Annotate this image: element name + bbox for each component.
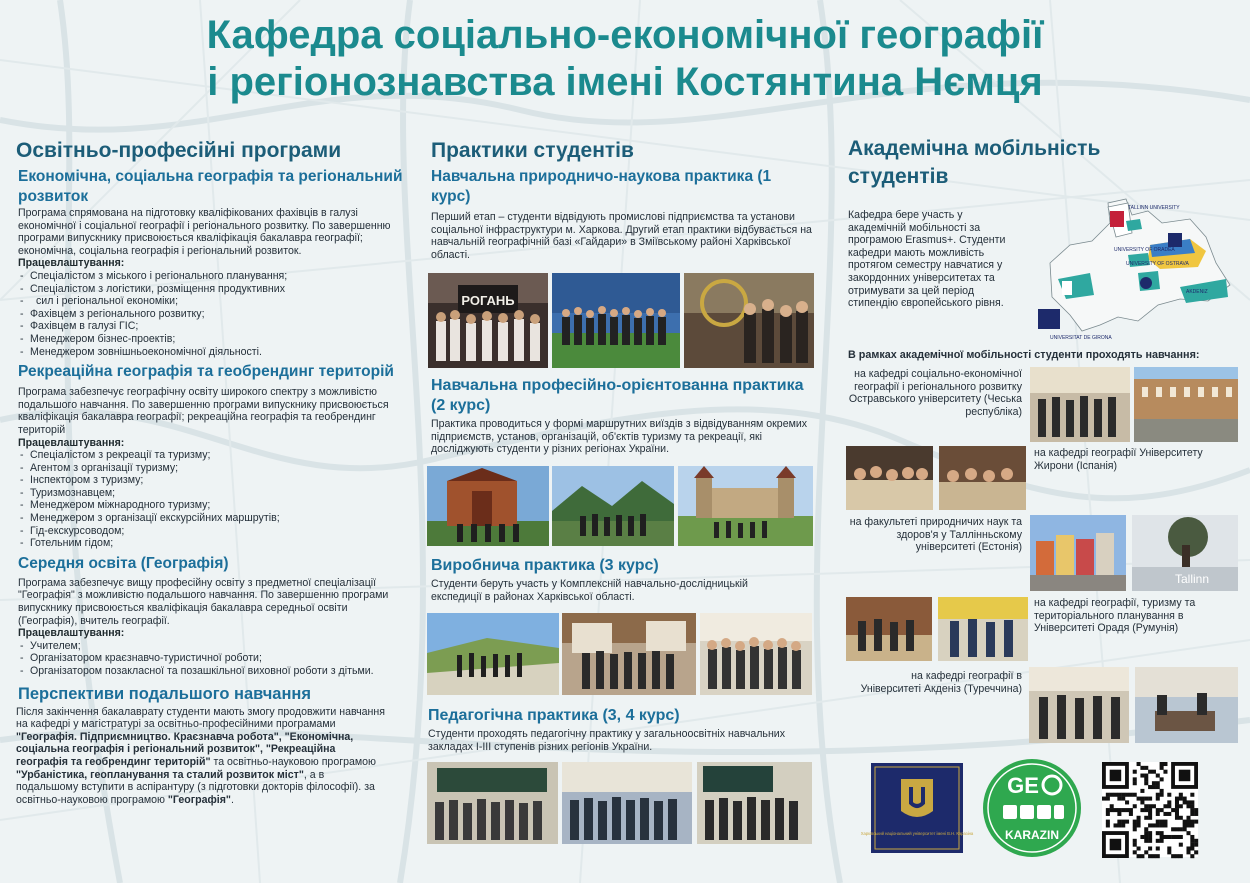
practice-3-title: Виробнича практика (3 курс) <box>431 557 659 574</box>
list-item: - Готельним гідом; <box>16 537 408 550</box>
karazin-university-logo <box>860 763 974 853</box>
ostrava-photo-1 <box>1030 367 1130 442</box>
econ-jobs-list <box>16 270 408 358</box>
qr-code[interactable] <box>1102 762 1198 857</box>
mobility-heading-line-1: Академічна мобільність <box>848 137 1101 160</box>
practice-4-photo-class-3 <box>697 762 812 844</box>
ostrava-photo-2 <box>1134 367 1238 442</box>
econ-desc: Програма спрямована на підготовку кваліфікованих фахівців в галузі економічної і соціальної географії і регіонального розвитку. По завершенню програми випускнику присвоюється кваліфікація бакалавра географії; економічна, соціальна географія і регіональний розвиток. <box>18 207 391 257</box>
mobility-heading-line-2: студентів <box>848 165 949 188</box>
practice-3-photo-hill <box>427 613 559 695</box>
mobility-tallinn: на факультеті природничих наук та здоров'я у Таллінньскому університеті (Естонія) <box>849 516 1022 554</box>
girona-photo-2 <box>939 446 1026 510</box>
map-label-oradea: UNIVERSITY OF ORADEA <box>1114 247 1175 253</box>
recreation-jobs-list <box>16 449 408 550</box>
tallinn-photo-1 <box>1030 515 1126 591</box>
map-label-ostrava: UNIVERSITY OF OSTRAVA <box>1126 261 1189 267</box>
geo-logo-text: GE <box>1007 773 1039 798</box>
mobility-akdeniz: на кафедрі географії в Університеті Акденіз (Туреччина) <box>860 670 1022 695</box>
practice-3-block <box>431 556 823 603</box>
list-item: - Менеджером міжнародного туризму; <box>16 499 408 512</box>
karazin-caption: Харківський національний університет імені В.Н. Каразіна <box>860 831 974 836</box>
practice-3-photo-group <box>700 613 812 695</box>
list-item: - Організатором позакласної та позашкільної виховної роботи з дітьми. <box>16 665 408 678</box>
practice-2-desc: Практика проводиться у формі маршрутних виїздів з відвідуванням окремих підприємств, установ, організацій, об'єктів туризму та рекреації, які досліджують студенти у різних регіонах України. <box>431 418 808 456</box>
programs-heading: Освітньо-професійні програми <box>16 139 342 162</box>
recreation-jobs-label: Працевлаштування: <box>18 436 125 449</box>
geo-karazin-logo <box>983 759 1081 857</box>
list-item: - Агентом з організації туризму; <box>16 462 408 475</box>
list-item: - Учителем; <box>16 640 408 653</box>
practice-1-photo-factory <box>428 273 548 368</box>
further-title: Перспективи подальшого навчання <box>18 684 312 703</box>
map-label-girona: UNIVERSITAT DE GIRONA <box>1050 335 1112 341</box>
geo-logo-karazin: KARAZIN <box>1005 828 1059 842</box>
mobility-ostrava: на кафедрі соціально-економічної географії і регіонального розвитку Остравського університету (Чеська республіка) <box>848 368 1022 418</box>
list-item: - Інспектором з туризму; <box>16 474 408 487</box>
practice-4-photo-class-2 <box>562 762 692 844</box>
list-item: - Менеджером з організації екскурсійних маршрутів; <box>16 512 408 525</box>
list-item: - сил і регіональної економіки; <box>16 295 408 308</box>
recreation-desc: Програма забезпечує географічну освіту широкого спектру з можливістю подальшого навчання. По завершенню програми випускнику присвоюється кваліфікація бакалавра географії; рекреаційна географія та геобрендинг територій <box>18 386 389 436</box>
practice-column <box>431 138 823 261</box>
further-desc: Після закінчення бакалаврату студенти мають змогу продовжити навчання на кафедрі у магістратурі за освітньо-професійними програмами "Географія. Підприємництво. Краєзнавча робота", "Економічна, соціальна географія і регіональний розвиток", "Рекреаційна географія та геобрендинг територій" та освітньо-науковою програмою "Урбаністика, геопланування та сталий розвиток міст", а в подальшому вступити в аспірантуру (з підготовки докторів філософії). за освітньо-науковою програмою "Географія". <box>16 705 385 806</box>
mobility-girona: на кафедрі географії Університету Жирони (Іспанія) <box>1034 447 1203 472</box>
list-item: - Туризмознавцем; <box>16 487 408 500</box>
mobility-intro: В рамках академічної мобільності студенти проходять навчання: <box>848 349 1200 361</box>
practice-4-block <box>428 706 820 753</box>
title-line-2: і регіонознавства імені Костянтина Нємця <box>207 60 1043 104</box>
secondary-desc: Програма забезпечує вищу професійну освіту з предметної спеціалізації "Географія" з можливістю подальшого навчання. По завершенню програми випускнику присвоюється кваліфікація бакалавра середньої освіти (Географія), вчитель географії. <box>18 576 389 627</box>
list-item: - Гід-екскурсоводом; <box>16 525 408 538</box>
practice-2-photo-fortress <box>678 466 813 546</box>
practice-1-title: Навчальна природничо-наукова практика (1 курс) <box>431 168 772 205</box>
practice-1-photo-museum <box>684 273 814 368</box>
secondary-jobs-label: Працевлаштування: <box>18 627 125 640</box>
practice-4-photo-class-1 <box>427 762 558 844</box>
mobility-oradea: на кафедрі географії, туризму та територіального планування в Університеті Орадя (Румунія) <box>1034 597 1196 635</box>
practice-1-desc: Перший етап – студенти відвідують промислові підприємства та установи соціальної інфраструктури м. Харкова. Другий етап практики відбувається на навчальній географічній базі «Гайдари» в Зміївському районі Харківської області. <box>431 211 812 261</box>
econ-jobs-label: Працевлаштування: <box>18 257 125 270</box>
tallinn-sign: Tallinn <box>1174 572 1210 586</box>
map-label-akdeniz: AKDENIZ <box>1186 289 1208 295</box>
title-line-1: Кафедра соціально-економічної географії <box>206 13 1044 57</box>
recreation-title: Рекреаційна географія та геобрендинг територій <box>18 363 394 381</box>
tallinn-photo-2 <box>1132 515 1238 591</box>
practice-2-block <box>431 376 823 456</box>
europe-map <box>1030 193 1240 343</box>
practice-4-title: Педагогічна практика (3, 4 курс) <box>428 707 680 724</box>
practice-2-photo-mountains <box>552 466 674 546</box>
list-item: - Менеджером зовнішньоекономічної діяльності. <box>16 346 408 359</box>
rogan-sign: РОГАНЬ <box>461 293 515 308</box>
practice-1-photo-stadium <box>552 273 680 368</box>
mobility-desc: Кафедра бере участь у академічній мобільності за програмою Erasmus+. Студенти кафедри мають можливість протягом семестру навчатися у закордонних університетах та отримувати за цей період стипендію європейського рівня. <box>848 209 1006 310</box>
practice-2-photo-castle <box>427 466 549 546</box>
practice-3-desc: Студенти беруть участь у Комплексній навчально-дослідницькій експедиції в районах Харківської області. <box>431 578 748 603</box>
list-item: - Фахівцем з регіонального розвитку; <box>16 308 408 321</box>
list-item: - Спеціалістом з логістики, розміщення продуктивних <box>16 283 408 296</box>
akdeniz-photo-2 <box>1135 667 1238 743</box>
oradea-photo-1 <box>846 597 932 661</box>
map-label-tallinn: TALLINN UNIVERSITY <box>1128 205 1180 211</box>
econ-title: Економічна, соціальна географія та регіональний розвиток <box>18 168 403 205</box>
list-item: - Організатором краєзнавчо-туристичної роботи; <box>16 652 408 665</box>
practice-heading: Практики студентів <box>431 139 634 162</box>
practice-4-desc: Студенти проходять педагогічну практику у загальноосвітніх навчальних закладах І-ІІІ ступенів різних регіонів України. <box>428 728 786 753</box>
girona-photo-1 <box>846 446 933 510</box>
poster-title <box>0 12 1250 106</box>
secondary-title: Середня освіта (Географія) <box>18 554 229 572</box>
practice-3-photo-exhibition <box>562 613 696 695</box>
list-item: - Спеціалістом з рекреації та туризму; <box>16 449 408 462</box>
list-item: - Фахівцем в галузі ГІС; <box>16 320 408 333</box>
oradea-photo-2 <box>938 597 1028 661</box>
list-item: - Менеджером бізнес-проектів; <box>16 333 408 346</box>
akdeniz-photo-1 <box>1029 667 1129 743</box>
list-item: - Спеціалістом з міського і регіонального планування; <box>16 270 408 283</box>
practice-2-title: Навчальна професійно-орієнтованна практика (2 курс) <box>431 377 804 414</box>
programs-column <box>16 138 408 806</box>
secondary-jobs-list <box>16 640 408 678</box>
